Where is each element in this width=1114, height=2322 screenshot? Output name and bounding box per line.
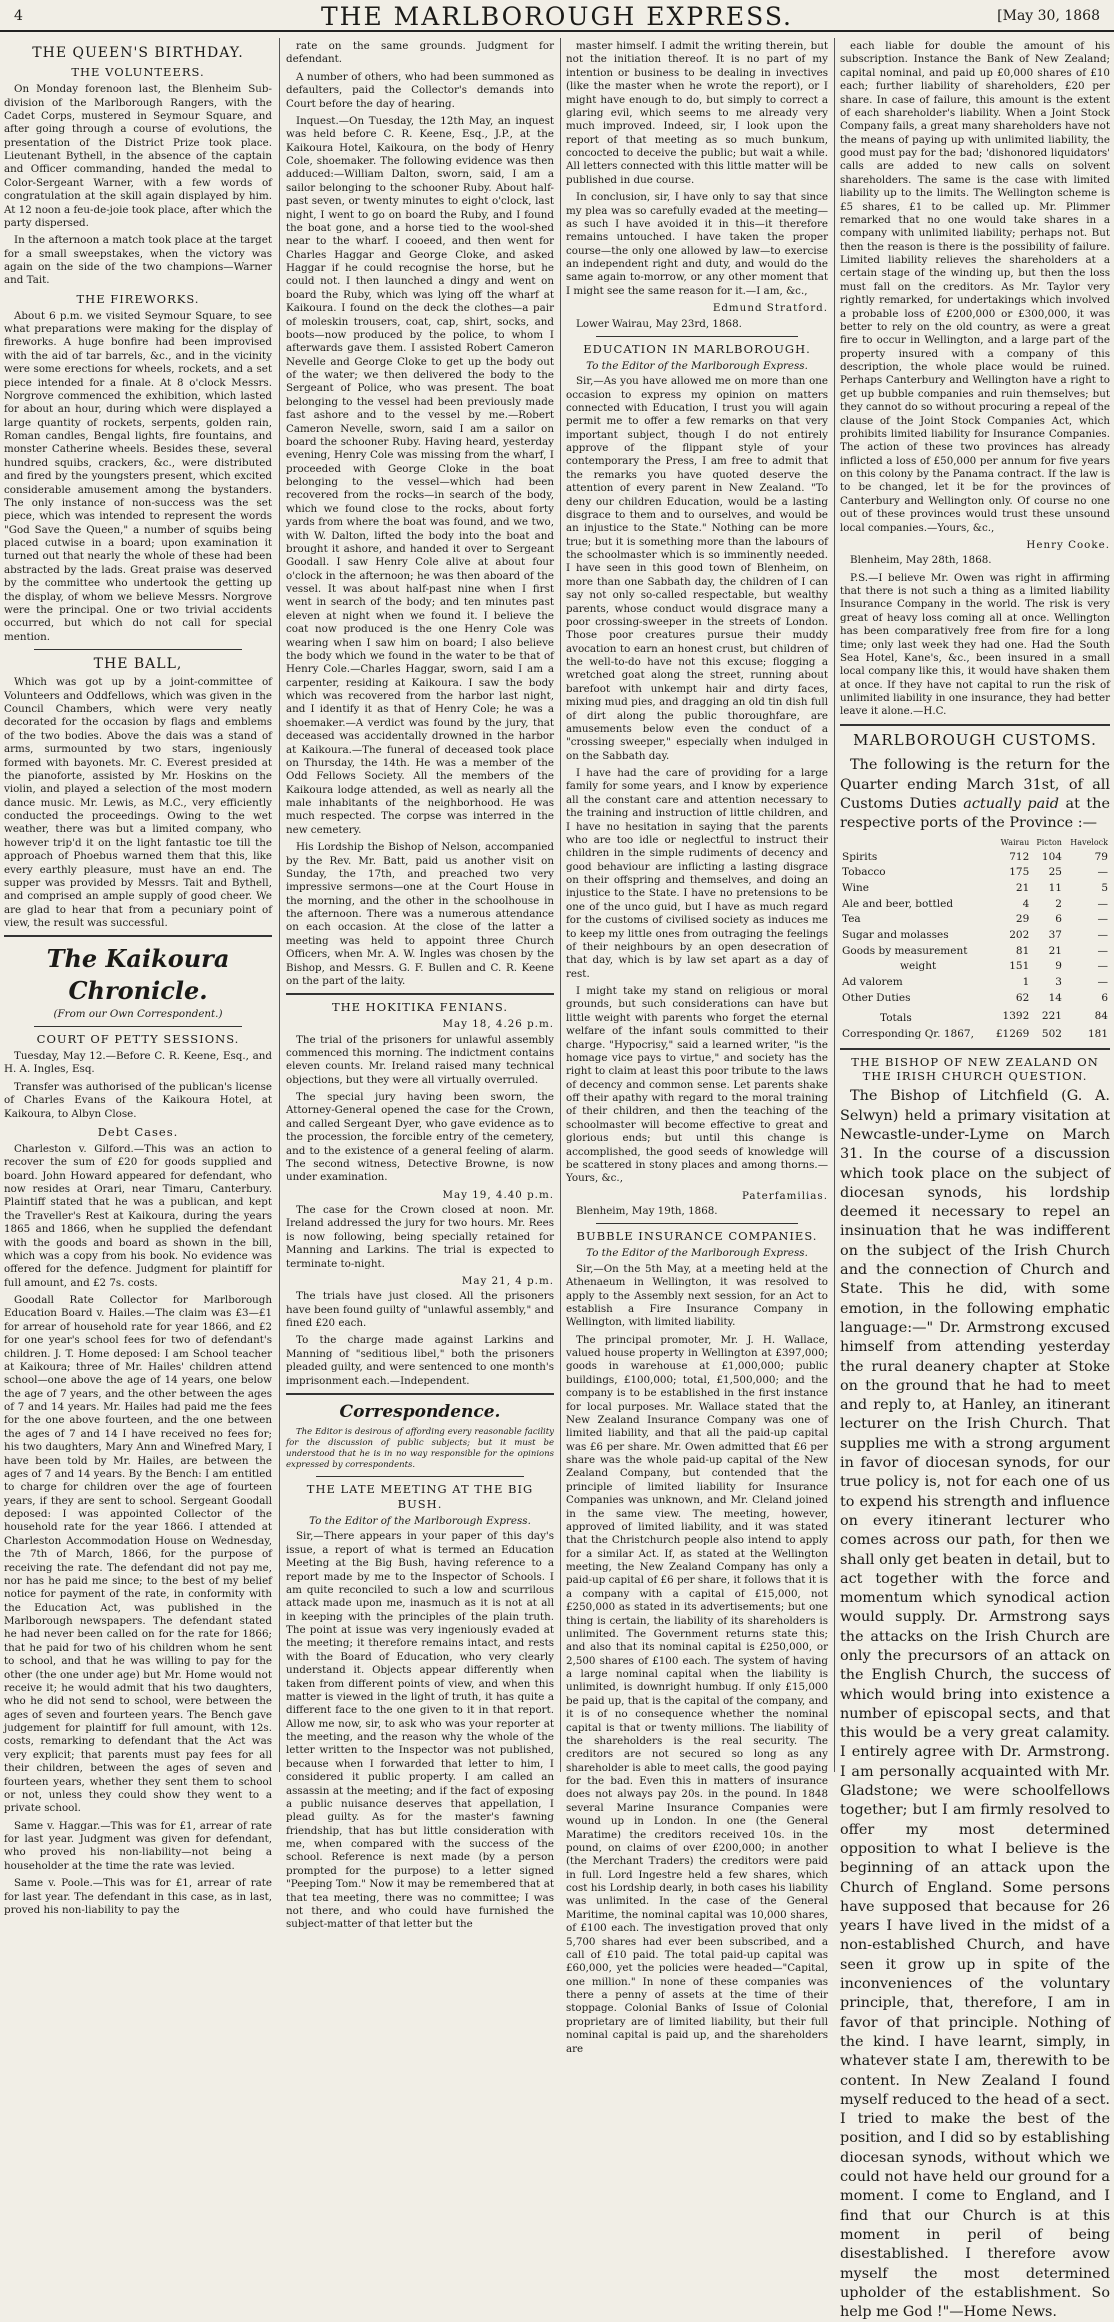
letter-signature: Edmund Stratford.: [712, 302, 828, 315]
item-cell: Other Duties: [842, 991, 911, 1004]
divider: [596, 1223, 798, 1224]
value-cell: 502: [1041, 1027, 1062, 1040]
divider: [34, 649, 242, 650]
article-heading: THE LATE MEETING AT THE BIG BUSH.: [306, 1482, 534, 1512]
paragraph: In conclusion, sir, I have only to say that since my plea was so carefully evaded at the meeting—as such I have avoided it in this—it therefore remains untouched. I have taken the proper course—the only one allowed by law—to exercise an independent right and duty, and would do the same again to-morrow, or any other moment that I might see the same reason for it.—I am, &c.,: [566, 191, 828, 297]
value-cell: 712: [1009, 850, 1030, 863]
paragraph: Same v. Haggar.—This was for £1, arrear of rate for last year. Judgment was given for defendant, who proved his non-liability—not being a householder at the time the rate was levied.: [4, 1819, 272, 1872]
table-row: [840, 959, 1110, 975]
value-cell: —: [1097, 944, 1108, 957]
paragraph: To the charge made against Larkins and Manning of "seditious libel," both the prisoners pleaded guilty, and were sentenced to one month's imprisonment each.—Independent.: [286, 1334, 554, 1387]
dateline: Blenheim, May 19th, 1868.: [576, 1205, 718, 1218]
paragraph: The trials have just closed. All the prisoners have been found guilty of "unlawful assembly," and fined £20 each.: [286, 1290, 554, 1330]
column-2: [286, 40, 554, 1931]
table-row: [840, 991, 1110, 1007]
value-cell: £1269: [995, 1027, 1030, 1040]
header-cell: Wairau: [1000, 838, 1030, 848]
value-cell: 1: [1022, 975, 1030, 988]
dateline: Lower Wairau, May 23rd, 1868.: [576, 317, 742, 330]
value-cell: 9: [1055, 960, 1062, 973]
table-row: [840, 928, 1110, 944]
customs-intro: [840, 756, 1110, 833]
table-row: [840, 975, 1110, 991]
dateline: May 19, 4.40 p.m.: [442, 1188, 554, 1201]
section-heading: Debt Cases.: [97, 1124, 179, 1139]
article-heading: THE BALL,: [93, 656, 183, 673]
section-heading: THE FIREWORKS.: [76, 291, 200, 306]
editorial-note: The Editor is desirous of affording every reasonable facility for the discussion of public subjects; but it must be understood that he is in no way responsible for the opinions expressed by correspondents.: [286, 1427, 554, 1471]
intro-text: at the respective ports of the Province :—: [840, 795, 1110, 832]
section-heading: THE VOLUNTEERS.: [71, 65, 205, 80]
table-row: [840, 881, 1110, 897]
item-cell: Tobacco: [842, 866, 886, 879]
paragraph: The Bishop of Litchfield (G. A. Selwyn) held a primary visitation at Newcastle-under-Lyme on March 31. In the course of a discussion which took place on the subject of diocesan synods, his lordship deemed it necessary to repel an insinuation that he was indifferent on the subject of the Irish Church and the connection of Church and State. This he did, with some emotion, in the following emphatic language:—" Dr. Armstrong excused himself from attending yesterday the rural deanery chapter at Stoke on the ground that he had to meet and reply to, at Hanley, an itinerant lecturer on the Irish Church. That supplies me with a strong argument in favor of diocesan synods, for our true policy is, not for each one of us to expend his strength and influence on every itinerant lecturer who comes across our path, for then we shall only get beaten in detail, but to act together with the force and momentum which synodical action would supply. Dr. Armstrong says the attacks on the Irish Church are only the precursors of an attack on the English Church, the success of which would bring into existence a number of episcopal sects, and that this would be a very great calamity. I entirely agree with Dr. Armstrong. I am personally acquainted with Mr. Gladstone; we were schoolfellows together; but I am firmly resolved to offer my most determined opposition to what I believe is the beginning of an attack upon the Church of England. Some persons have supposed that because for 26 years I have lived in the midst of a non-established Church, and have seen it grow up in spite of the inconveniences of the voluntary principle, that, therefore, I am in favor of that principle. Nothing of the kind. I have learnt, simply, in whatever state I am, therewith to be content. In New Zealand I found myself reduced to the head of a sect. I tried to make the best of the position, and I did so by establishing diocesan synods, without which we could not have held our ground for a moment. I come to England, and I find that our Church is at this moment in peril of being disestablished. I therefore avow myself the most determined upholder of the establishment. So help me God !"—Home News.: [840, 1088, 1110, 2321]
item-cell: Tea: [842, 913, 861, 926]
table-row: [840, 944, 1110, 960]
value-cell: 84: [1094, 1009, 1108, 1022]
paragraph: Goodall Rate Collector for Marlborough Education Board v. Hailes.—The claim was £3—£1 for arrear of household rate for year 1866, and £2 for one year's school fees for two of defendant's children. J. T. Home deposed: I am School teacher at Kaikoura; three of Mr. Hailes' children attend school—one above the age of 14 years, one below the age of 7 years, and the other between the ages of 7 and 14 years. Mr. Hailes had paid me the fees for the one above fourteen, and the one between the ages of 7 and 14 I have received no fees for; his two daughters, Mary Ann and Winefred Mary, I have been told by Mr. Hailes, are between the ages of 7 and 14 years. By the Bench: I am entitled to charge for children over the age of fourteen years, if they are sent to school. Sergeant Goodall deposed: I was appointed Collector of the household rate for the year 1866. I attended at Charleston Accommodation House on Wednesday, the 7th of March, 1866, for the purpose of receiving the rate. The defendant did not pay me, nor has he paid me since; to the best of my belief notice for payment of the rate, in conformity with the Education Act, was published in the Marlborough newspapers. The defendant stated he had never been called on for the rate for 1866; that he paid for two of his children whom he sent to school, and that he was willing to pay for the other (the one under age) but Mr. Home would not receive it; he would admit that his two daughters, who he did not send to school, were between the ages of seven and fourteen years. The Bench gave judgement for plaintiff for full amount, with 12s. costs, remarking to defendant that the Act was very explicit; that parents must pay fees for all their children, between the ages of seven and fourteen years, whether they sent them to school or not, unless they could show they went to a private school.: [4, 1294, 272, 1815]
corresponding-row: [840, 1027, 1110, 1043]
table-row: [840, 865, 1110, 881]
column-rule: [834, 38, 835, 1772]
paragraph: On Monday forenoon last, the Blenheim Sub-division of the Marlborough Rangers, with the Cadet Corps, mustered in Seymour Square, and after going through a course of evolutions, the presentation of the District Prize took place. Lieutenant Bythell, in the absence of the captain and Officer commanding, handed the medal to Color-Sergeant Warner, with a few words of congratulation at the skill again displayed by him. At 12 noon a feu-de-joie took place, after which the party dispersed.: [4, 83, 272, 229]
value-cell: 3: [1055, 975, 1062, 988]
divider: [286, 1393, 554, 1395]
column-1: [4, 40, 272, 1916]
article-heading: THE HOKITIKA FENIANS.: [331, 1000, 509, 1015]
paragraph: In the afternoon a match took place at the target for a small sweepstakes, when the victory was again on the side of the two champions—Warner and Tait.: [4, 234, 272, 287]
value-cell: 181: [1087, 1027, 1108, 1040]
value-cell: —: [1097, 960, 1108, 973]
paragraph: master himself. I admit the writing therein, but not the initiation thereof. It is no part of my intention or business to be dealing in invectives (like the master when he wrote the report), or I might have enough to do, but simply to correct a glaring evil, which seems to me already very much improved. Indeed, sir, I look upon the report of that meeting as so much bunkum, concocted to deceive the public; but wait a while. All letters connected with this little matter will be published in due course.: [566, 40, 828, 186]
value-cell: —: [1097, 866, 1108, 879]
totals-label: Totals: [880, 1012, 912, 1025]
header-cell: Havelock: [1070, 838, 1108, 848]
value-cell: 1392: [1002, 1009, 1030, 1022]
value-cell: —: [1097, 975, 1108, 988]
item-cell: Wine: [842, 882, 869, 895]
value-cell: 6: [1055, 913, 1062, 926]
divider: [316, 1476, 524, 1477]
corresponding-label: Corresponding Qr. 1867,: [842, 1027, 974, 1040]
customs-table: [840, 837, 1110, 1042]
page-number: 4: [14, 8, 23, 24]
article-heading: THE QUEEN'S BIRTHDAY.: [32, 45, 244, 61]
value-cell: 11: [1048, 882, 1062, 895]
divider: [4, 935, 272, 937]
paragraph: I might take my stand on religious or moral grounds, but such considerations can have but little weight with parents who forget the eternal welfare of the infant souls committed to their charge. "Hypocrisy," said a learned writer, "is the homage vice pays to virtue," and society has the right to claim at least this poor tribute to the laws of decency and common sense. Let parents shake off their apathy with regard to the moral training of their children, and then the teaching of the schoolmaster will become effective to great and glorious ends; but until this change is accomplished, the good seeds of knowledge will be scattered in stony places and among thorns.—Yours, &c.,: [566, 985, 828, 1185]
item-cell: Goods by measurement: [842, 944, 968, 957]
issue-date: [May 30, 1868: [997, 8, 1100, 24]
value-cell: —: [1097, 913, 1108, 926]
letter-signature: Paterfamilias.: [741, 1189, 828, 1202]
paragraph: About 6 p.m. we visited Seymour Square, to see what preparations were making for the display of fireworks. A huge bonfire had been improvised with the aid of tar barrels, &c., and in the vicinity were some erections for wheels, rockets, and a set piece intended for a finale. At 8 o'clock Messrs. Norgrove commenced the exhibition, which lasted for about an hour, during which were displayed a large quantity of rockets, serpents, golden rain, Roman candles, Bengal lights, fire fountains, and monster Catherine wheels. Besides these, several hundred squibs, crackers, &c., were distributed and fired by the youngsters present, which excited considerable amusement among the bystanders. The only instance of non-success was the set piece, which was intended to represent the words "God Save the Queen," a number of squibs being placed cutwise in a board; upon examination it turned out that nearly the whole of these had been abstracted by the lads. Great praise was deserved by the committee who undertook the getting up the display, of whom we believe Messrs. Norgrove were the principal. One or two trivial accidents occurred, but which do not call for special mention.: [4, 309, 272, 643]
value-cell: 21: [1048, 944, 1062, 957]
paragraph: each liable for double the amount of his subscription. Instance the Bank of New Zealand; capital nominal, and paid up £0,000 shares of £10 each; further liability of shareholders, £20 per share. In case of failure, this amount is the extent of each shareholder's liability. When a Joint Stock Company fails, a great many shareholders have not the means of paying up with unlimited liability, the good must pay for the bad; 'dishonored liquidators' calls are added to new calls on solvent shareholders. The same is the case with limited liability up to the limits. The Wellington scheme is £5 shares, £1 to be called up. Mr. Plimmer remarked that no one would take shares in a company with unlimited liability; perhaps not. But then the reason is there is the possibility of failure. Limited liability relieves the shareholders at a certain stage of the winding up, but then the loss must fall on the creditors. As Mr. Taylor very rightly remarked, for undertakings which involved a probable loss of £200,000 or £300,000, it was better to rely on the old country, as were a great fire to occur in Wellington, and a large part of the property insured with a company of this description, the whole place would be ruined. Perhaps Canterbury and Wellington have a right to get up bubble companies and ruin themselves; but they cannot do so without procuring a repeal of the clause of the Joint Stock Companies Act, which prohibits limited liability for Insurance Companies. The action of these two provinces has already inflicted a loss of £50,000 per annum for five years on this colony by the Panama contract. If the law is to be changed, let it be for the provinces of Canterbury and Wellington only. Of course no one out of these provinces would trust these unsound local companies.—Yours, &c.,: [840, 40, 1110, 534]
value-cell: 151: [1009, 960, 1030, 973]
paragraph: Sir,—There appears in your paper of this day's issue, a report of what is termed an Education Meeting at the Big Bush, having reference to a report made by me to the Inspector of Schools. I am quite reconciled to such a low and scurrilous attack made upon me, inasmuch as it is not at all in keeping with the principles of the plain truth. The point at issue was very ingeniously evaded at the meeting; it therefore remains intact, and rests with the Board of Education, who very clearly understand it. Objects appear differently when taken from different points of view, and when this matter is viewed in the light of truth, it has quite a different face to the one given to it in that report. Allow me now, sir, to ask who was your reporter at the meeting, and the reason why the whole of the letter written to the Inspector was not published, because when I forwarded that letter to him, I considered it public property. I am called an assassin at the meeting; and if the fact of exposing a public nuisance deserves that appellation, I plead guilty. As for the master's fawning friendship, that has but little consideration with me, when compared with the success of the school. Reference is next made (by a person prompted for the purpose) to a letter signed "Peeping Tom." Now it may be remembered that at that tea meeting, there was no committee; I was not there, and who could have furnished the subject-matter of that letter but the: [286, 1530, 554, 1931]
value-cell: 175: [1009, 866, 1030, 879]
paragraph: Tuesday, May 12.—Before C. R. Keene, Esq., and H. A. Ingles, Esq.: [4, 1050, 272, 1076]
divider: [840, 724, 1110, 726]
paragraph: The case for the Crown closed at noon. Mr. Ireland addressed the jury for two hours. Mr. Rees is now following, being specially retained for Manning and Larkins. The trial is expected to terminate to-night.: [286, 1204, 554, 1270]
item-cell: Sugar and molasses: [842, 929, 949, 942]
value-cell: 21: [1015, 882, 1030, 895]
value-cell: 37: [1048, 929, 1062, 942]
paragraph: rate on the same grounds. Judgment for defendant.: [286, 40, 554, 66]
dateline: May 18, 4.26 p.m.: [442, 1018, 554, 1031]
paragraph: Sir,—As you have allowed me on more than one occasion to express my opinion on matters connected with Education, I trust you will again permit me to offer a few remarks on that very important subject, though I do not entirely approve of the flippant style of your contemporary the Press, I am free to admit that the remarks you have quoted deserve the attention of every parent in New Zealand. "To deny our children Education, would be a lasting disgrace to them and to ourselves, and would be an injustice to the State." Nothing can be more true; but it is something more than the labours of the schoolmaster which is so imminently needed. I have seen in this good town of Blenheim, on more than one Sabbath day, the children of I can say not only so-called respectable, but wealthy parents, whose conduct would disgrace many a poor crossing-sweeper in the streets of London. Those poor creatures pursue their muddy avocation to earn an honest crust, but children of the well-to-do have not this excuse; flogging a wretched goat along the street, running about barefoot with unkempt hair and dirty faces, mixing mud pies, and dragging an old tin dish full of dirt along the public thoroughfare, are amusements below even the conduct of a "crossing sweeper," especially when indulged in on the Sabbath day.: [566, 375, 828, 762]
letter-address: To the Editor of the Marlborough Express.: [586, 359, 808, 372]
header-cell: [840, 837, 990, 849]
value-cell: 62: [1015, 991, 1030, 1004]
value-cell: 104: [1041, 850, 1062, 863]
value-cell: 25: [1048, 866, 1062, 879]
value-cell: 4: [1022, 897, 1030, 910]
dateline: Blenheim, May 28th, 1868.: [850, 554, 992, 567]
byline: (From our Own Correspondent.): [53, 1007, 223, 1020]
article-heading: EDUCATION IN MARLBOROUGH.: [583, 341, 811, 356]
article-heading: BUBBLE INSURANCE COMPANIES.: [576, 1229, 818, 1244]
paragraph: Which was got up by a joint-committee of Volunteers and Oddfellows, which was given in the Council Chambers, which were very neatly decorated for the occasion by flags and emblems of the two bodies. Above the dais was a stand of arms, surmounted by two stars, ingeniously formed with bayonets. Mr. C. Everest presided at the pianoforte, assisted by Mr. Hoskins on the violin, and played a selection of the most modern dance music. Mr. Lewis, as M.C., very efficiently conducted the proceedings. Owing to the wet weather, there was but a limited company, who however trip'd it on the light fantastic toe till the approach of Phoebus warned them that this, like every earthly pleasure, must have an end. The supper was provided by Messrs. Tait and Bythell, and comprised an ample supply of good cheer. We are glad to hear that from a pecuniary point of view, the result was successful.: [4, 676, 272, 929]
newspaper-title: THE MARLBOROUGH EXPRESS.: [321, 2, 793, 31]
letter-signature: Henry Cooke.: [1026, 538, 1110, 551]
value-cell: —: [1097, 897, 1108, 910]
paragraph: Transfer was authorised of the publican's license of Charles Evans of the Kaikoura Hotel, at Kaikoura, to Albyn Close.: [4, 1080, 272, 1120]
paragraph: P.S.—I believe Mr. Owen was right in affirming that there is not such a thing as a limited liability Insurance Company in the world. The risk is very great of heavy loss coming all at once. Wellington has been comparatively free from fire for a long time; only last week they had one. Had the South Sea Hotel, Kane's, &c., been insured in a small local company like this, it would have shaken them at once. If they have not capital to run the risk of unlimited liability in one insurance, they had better leave it alone.—H.C.: [840, 571, 1110, 718]
value-cell: 14: [1048, 991, 1062, 1004]
paragraph: I have had the care of providing for a large family for some years, and I know by experience all the constant care and attention necessary to the training and instruction of little children, and I have no hesitation in saying that the parents who are too idle or neglectful to instruct their children in the simple rudiments of decency and good behaviour are inflicting a lasting disgrace on their offspring and themselves, and doing an injustice to the State. I have no pretensions to be one of the unco guid, but I have as much regard for the customs of civilised society as induces me to keep my little ones from outraging the feelings of their neighbours by an open desecration of that day, which is by law set apart as a day of rest.: [566, 767, 828, 980]
item-cell: Spirits: [842, 850, 878, 863]
dateline: May 21, 4 p.m.: [461, 1274, 554, 1287]
divider: [596, 336, 798, 337]
item-cell: weight: [900, 960, 937, 973]
intro-emphasis: actually paid: [963, 795, 1060, 812]
paragraph: The special jury having been sworn, the Attorney-General opened the case for the Crown, and called Sergeant Dyer, who gave evidence as to the procession, the forcible entry of the cemetery, and to the existence of a general feeling of alarm. The second witness, Detective Browne, is now under examination.: [286, 1091, 554, 1184]
section-masthead: The Kaikoura Chronicle.: [46, 944, 230, 1005]
column-3: [566, 40, 828, 2055]
table-row: [840, 897, 1110, 913]
section-masthead: Correspondence.: [339, 1401, 501, 1422]
value-cell: 2: [1055, 897, 1062, 910]
value-cell: 202: [1009, 929, 1030, 942]
table-header-row: [840, 837, 1110, 849]
article-heading: COURT OF PETTY SESSIONS.: [36, 1032, 240, 1047]
item-cell: Ale and beer, bottled: [842, 897, 954, 910]
divider: [840, 1048, 1110, 1050]
letter-address: To the Editor of the Marlborough Express.: [586, 1247, 808, 1260]
article-heading: THE BISHOP OF NEW ZEALAND ON THE IRISH CHURCH QUESTION.: [851, 1054, 1099, 1084]
value-cell: 221: [1041, 1009, 1062, 1022]
value-cell: 6: [1101, 991, 1108, 1004]
value-cell: 29: [1015, 913, 1030, 926]
value-cell: 79: [1094, 850, 1108, 863]
table-row: [840, 850, 1110, 866]
paragraph: The principal promoter, Mr. J. H. Wallace, valued house property in Wellington at £397,000; goods in warehouse at £1,000,000; public buildings, £100,000; total, £1,500,000; and the company is to be established in the first instance for local purposes. Mr. Wallace stated that the New Zealand Insurance Company was one of limited liability, and that all the paid-up capital was £6 per share. Mr. Owen admitted that £6 per share was the whole paid-up capital of the New Zealand Company, but contended that the principle of limited liability for Insurance Companies was unknown, and Mr. Cleland joined in the same view. The meeting, however, approved of limited liability, and it was stated that the Christchurch people also intend to apply for a similar Act. If, as stated at the Wellington meeting, the New Zealand Company has only a paid-up capital of £6 per share, it follows that it is a company with a capital of £15,000, not £250,000 as stated in its advertisements; but one thing is certain, the liability of its shareholders is unlimited. The Government returns state this; and also that its nominal capital is £250,000, or 2,500 shares of £100 each. The system of having a large nominal capital when the liability is unlimited, is downright humbug. If only £15,000 be paid up, that is the capital of the company, and it is of no consequence whether the nominal capital is that or twenty millions. The liability of the shareholders is the real security. The creditors are not secured so long as any shareholder is able to meet calls, the good paying for the bad. Even this in matters of insurance does not always pay 20s. in the pound. In 1848 several Marine Insurance Companies were wound up in London. In one (the General Maratime) the creditors received 10s. in the pound, on claims of over £200,000; in another (the Merchant Traders) the creditors were paid in full. Lord Ingestre held a few shares, which cost his Lordship dearly, in both cases his liability was unlimited. In the case of the General Maritime, the nominal capital was 10,000 shares, of £100 each. The investigation proved that only 5,700 shares had ever been subscribed, and a call of £10 paid. The total paid-up capital was £60,000, yet the policies were headed—"Capital, one million." In none of these companies was there a penny of assets at the time of their stoppage. Colonial Banks of Issue of Colonial proprietary are of limited liability, but their full nominal capital is paid up, and the shareholders are: [566, 1333, 828, 2055]
table-row: [840, 912, 1110, 928]
paragraph: The trial of the prisoners for unlawful assembly commenced this morning. The indictment contains eleven counts. Mr. Ireland raised many technical objections, but they were all virtually overruled.: [286, 1033, 554, 1086]
value-cell: —: [1097, 929, 1108, 942]
paragraph: Same v. Poole.—This was for £1, arrear of rate for last year. The defendant in this case, as in last, proved his non-liability to pay the: [4, 1877, 272, 1916]
masthead: [0, 0, 1114, 32]
divider: [286, 993, 554, 995]
paragraph: Sir,—On the 5th May, at a meeting held at the Athenaeum in Wellington, it was resolved to apply to the Assembly next session, for an Act to establish a Fire Insurance Company in Wellington, with limited liability.: [566, 1262, 828, 1329]
paragraph: Charleston v. Gilford.—This was an action to recover the sum of £20 for goods supplied and board. John Howard appeared for defendant, who now resides at Orari, near Timaru, Canterbury. Plaintiff stated that he was a publican, and kept the Traveller's Rest at Kaikoura, during the years 1865 and 1866, when he supplied the defendant with the goods and board as shown in the bill, which was a copy from his book. No evidence was offered for the defence. Judgment for plaintiff for full amount, and £2 7s. costs.: [4, 1142, 272, 1289]
column-4: [840, 40, 1110, 2321]
divider: [34, 1026, 242, 1027]
intro-text: The following is the return for the Quarter ending March 31st, of all Customs Duties: [840, 757, 1110, 812]
totals-row: [840, 1006, 1110, 1027]
item-cell: Ad valorem: [842, 975, 903, 988]
column-rule: [560, 38, 561, 1772]
paragraph: Inquest.—On Tuesday, the 12th May, an inquest was held before C. R. Keene, Esq., J.P., at the Kaikoura Hotel, Kaikoura, on the body of Henry Cole, shoemaker. The following evidence was then adduced:—William Dalton, sworn, said, I am a sailor belonging to the schooner Ruby. About half-past seven, or twenty minutes to eight o'clock, last night, I went to go on board the Ruby, and I found the boat gone, and a horse tied to the wool-shed near to the wharf. I cooeed, and then went for Charles Haggar and George Cloke, and asked Haggar if he could recognise the horse, but he could not. I then launched a dingy and went on board the Ruby, which was lying off the wharf at Kaikoura. I found on the deck the clothes—a pair of moleskin trousers, coat, cap, shirt, socks, and boots—now produced by the police, to whom I afterwards gave them. I assisted Robert Cameron Nevelle and George Cloke to get up the body out of the water; we then delivered the body to the Sergeant of Police, who was present. The boat belonging to the vessel had been previously made fast ashore and to the vessel by me.—Robert Cameron Nevelle, sworn, said I am a sailor on board the schooner Ruby. Having heard, yesterday evening, Henry Cole was missing from the wharf, I proceeded with George Cloke in the boat belonging to the vessel—which had been recovered from the rocks—in search of the body, which we found close to the rocks, about forty yards from where the boat was found, and we two, with W. Dalton, lifted the body into the boat and brought it ashore, and handed it over to Sergeant Goodall. I saw Henry Cole alive at about four o'clock in the afternoon; he was then aboard of the vessel. It was about half-past nine when I first went in search of the body; and ten minutes past eleven at night when we found it. I believe the coat now produced is the one Henry Cole was wearing when I saw him on board; I also believe the body which we found in the water to be that of Henry Cole.—Charles Haggar, sworn, said I am a carpenter, residing at Kaikoura. I saw the body which was recovered from the harbor last night, and I identify it as that of Henry Cole; he was a shoemaker.—A verdict was found by the jury, that deceased was accidentally drowned in the harbor at Kaikoura.—The funeral of deceased took place on Thursday, the 14th. He was a member of the Odd Fellows Society. All the members of the Kaikoura lodge attended, as well as nearly all the male inhabitants of the neighborhood. He was much respected. The corpse was interred in the new cemetery.: [286, 114, 554, 836]
letter-address: To the Editor of the Marlborough Express.: [309, 1515, 531, 1528]
column-rule: [279, 38, 280, 1772]
paragraph: His Lordship the Bishop of Nelson, accompanied by the Rev. Mr. Batt, paid us another visit on Sunday, the 17th, and preached two very impressive sermons—one at the Court House in the morning, and the other in the schoolhouse in the afternoon. There was a numerous attendance on each occasion. At the close of the latter a meeting was held to appoint three Church Officers, when Mr. A. W. Ingles was chosen by the Bishop, and Messrs. G. F. Bullen and C. R. Keene on the part of the laity.: [286, 841, 554, 987]
value-cell: 5: [1101, 882, 1108, 895]
value-cell: 81: [1015, 944, 1030, 957]
paragraph: A number of others, who had been summoned as defaulters, paid the Collector's demands into Court before the day of hearing.: [286, 70, 554, 110]
header-cell: Picton: [1036, 838, 1062, 848]
article-heading: MARLBOROUGH CUSTOMS.: [853, 730, 1097, 749]
